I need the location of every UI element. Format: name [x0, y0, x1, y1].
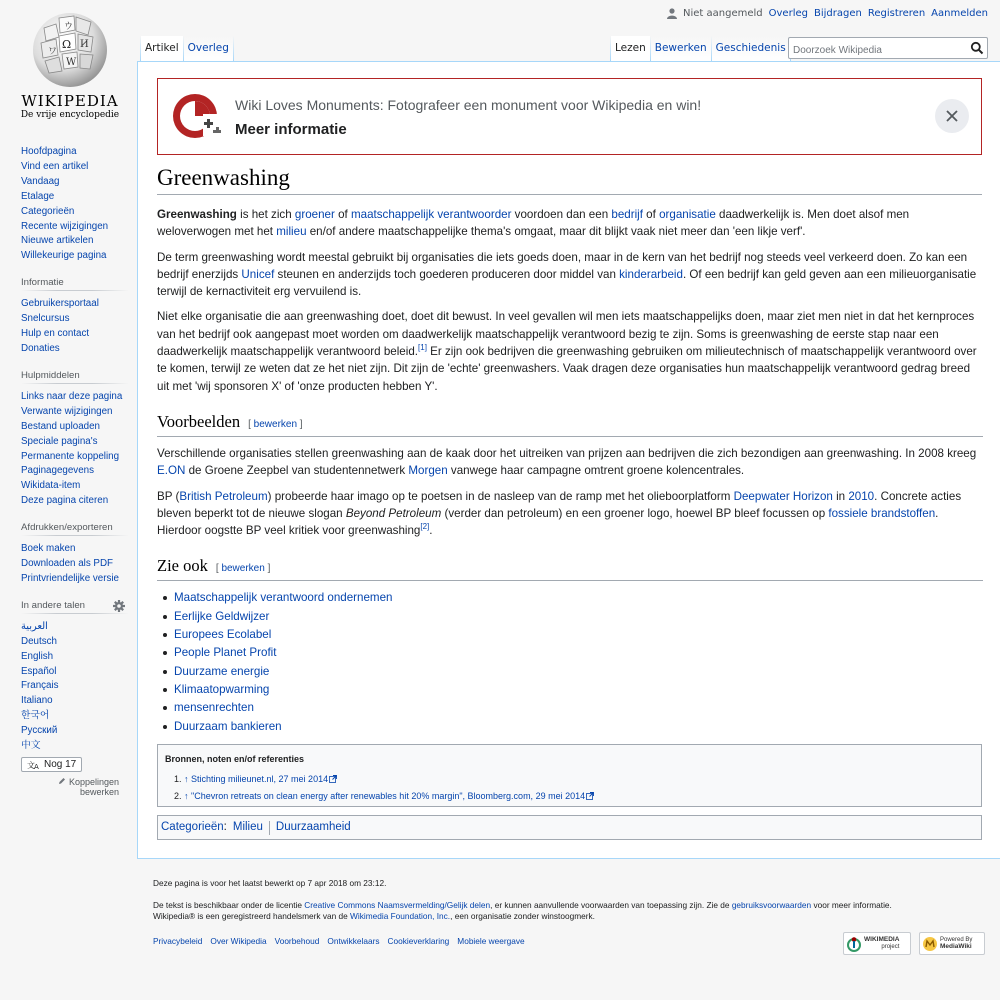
- see-also-link[interactable]: Maatschappelijk verantwoord ondernemen: [174, 591, 393, 605]
- intro-paragraph: Greenwashing is het zich groener of maatschappelijk verantwoorder voordoen dan een bedrijf of organisatie daadwerkelijk is. Men doet alsof men weloverwogen met het milieu en/of andere maatschappelijke thema's omgaat, maar dit blijkt vaak niet meer dan 'een likje verf'.: [157, 208, 910, 239]
- edit-section-link[interactable]: bewerken: [253, 418, 298, 430]
- see-also-link[interactable]: Klimaatopwarming: [174, 682, 270, 696]
- language-link-de[interactable]: Deutsch: [21, 635, 57, 647]
- sidebar-item-hoofdpagina[interactable]: Hoofdpagina: [21, 146, 77, 157]
- sidebar-item-permanente-koppeling[interactable]: Permanente koppeling: [21, 450, 120, 462]
- sidebar-item-wikidata-item[interactable]: Wikidata-item: [21, 480, 81, 492]
- svg-text:ウ: ウ: [64, 22, 74, 32]
- language-link-ru[interactable]: Русский: [21, 725, 58, 737]
- create-account-link[interactable]: Registreren: [867, 8, 926, 19]
- see-also-link[interactable]: Duurzaam bankieren: [174, 719, 282, 733]
- paragraph: Niet elke organisatie die aan greenwashing doet, doet dit bewust. In veel gevallen wil men iets maatschappelijks doen, maar ziet men niet in dat het kernproces van het bedrijf ook aangepast moet worden om daadwerkelijk maatschappelijk verantwoord bezig te zijn. Soms is greenwashing de eerste stap naar een daadwerkelijk maatschappelijk verantwoord beleid.[1] Er zijn ook bedrijven die greenwashing gebruiken om milieutechnisch of maatschappelijk verantwoord over te komen, terwijl ze weten dat ze het niet zijn. Dit zijn de 'echte' greenwashers. Vaak dragen deze organisaties hun maatschappelijk verantwoord gedrag breed uit met 'wij sponsoren X' of 'onze producten hebben Y'.: [157, 310, 977, 393]
- link-maatschappelijk-verantwoorder[interactable]: maatschappelijk verantwoorder: [350, 208, 512, 221]
- list-item: [174, 663, 983, 681]
- personal-tools: [667, 8, 988, 19]
- category-links: Categorieën : Milieu Duurzaamheid: [157, 815, 982, 840]
- banner-close-button[interactable]: [935, 99, 969, 133]
- sidebar-item-bestand-uploaden[interactable]: Bestand uploaden: [21, 420, 100, 432]
- more-languages-label: Nog 17: [44, 759, 77, 770]
- see-also-link[interactable]: Europees Ecolabel: [174, 628, 272, 642]
- see-also-list: [157, 589, 983, 735]
- more-languages-button[interactable]: [21, 757, 82, 772]
- wikipedia-logo[interactable]: [20, 10, 120, 122]
- list-item: [174, 608, 983, 626]
- personal-talk-link[interactable]: Overleg: [768, 8, 808, 19]
- language-link-ko[interactable]: 한국어: [21, 710, 50, 722]
- sidebar-item-pagina-citeren[interactable]: Deze pagina citeren: [21, 495, 109, 507]
- svg-text:ワ: ワ: [48, 47, 58, 57]
- language-link-es[interactable]: Español: [21, 665, 57, 677]
- logo-tagline: De vrije encyclopedie: [20, 110, 120, 120]
- search-box: [788, 37, 988, 59]
- sidebar-item-nieuwe-artikelen[interactable]: Nieuwe artikelen: [21, 235, 94, 247]
- reference-link[interactable]: [1]: [418, 343, 427, 353]
- wiki-loves-monuments-icon: [171, 92, 223, 140]
- sidebar-info: [21, 277, 129, 357]
- content-area: [137, 61, 1000, 859]
- sidebar-item-printversie[interactable]: Printvriendelijke versie: [21, 572, 120, 584]
- sidebar-item-etalage[interactable]: Etalage: [21, 190, 55, 202]
- list-item: [174, 681, 983, 699]
- references-box: [157, 744, 982, 807]
- sidebar-item-willekeurige-pagina[interactable]: Willekeurige pagina: [21, 250, 107, 262]
- tab-article[interactable]: Artikel: [141, 36, 183, 61]
- sidebar-item-vandaag[interactable]: Vandaag: [21, 175, 60, 187]
- footer-link-disclaimer[interactable]: Voorbehoud: [274, 936, 320, 946]
- translate-icon: [27, 760, 40, 770]
- edit-section-link[interactable]: bewerken: [221, 563, 265, 575]
- footer: [153, 878, 988, 950]
- link-british-petroleum[interactable]: British Petroleum: [179, 489, 268, 503]
- svg-text:И: И: [80, 39, 89, 50]
- user-icon: [667, 8, 677, 19]
- link-milieu[interactable]: milieu: [276, 225, 307, 239]
- list-item: [174, 589, 983, 607]
- link-unicef[interactable]: Unicef: [241, 267, 275, 281]
- logo-wordmark: WIKIPEDIA: [21, 92, 119, 110]
- footer-trademark: Wikipedia® is een geregistreerd handelsmerk van de Wikimedia Foundation, Inc., een organisatie zonder winstoogmerk.: [153, 911, 595, 921]
- paragraph: De term greenwashing wordt meestal gebruikt bij organisaties die iets goeds doen, maar in de kern van het bedrijf nog steeds veel verkeerd doen. Zo kan een bedrijf enerzijds Unicef steunen en anderzijds toch goederen produceren door middel van kinderarbeid. Of een bedrijf kan geld geven aan een milieuorganisatie terwijl de kernactiviteit erg vervuilend is.: [157, 250, 977, 299]
- footer-link-developers[interactable]: Ontwikkelaars: [327, 936, 380, 946]
- sidebar-print: [21, 522, 129, 587]
- tab-talk[interactable]: Overleg: [184, 36, 233, 61]
- see-also-link[interactable]: Duurzame energie: [174, 664, 270, 678]
- tab-read[interactable]: Lezen: [611, 36, 650, 61]
- sidebar-item-categorieen[interactable]: Categorieën: [21, 205, 75, 217]
- link-eon[interactable]: E.ON: [157, 464, 186, 478]
- not-logged-in-label: Niet aangemeld: [683, 8, 763, 19]
- sidebar-item-hulp-en-contact[interactable]: Hulp en contact: [21, 328, 90, 340]
- category-link-milieu[interactable]: Milieu: [232, 821, 263, 833]
- categories-link[interactable]: Categorieën: [161, 821, 224, 833]
- footer-license: De tekst is beschikbaar onder de licentie Creative Commons Naamsvermelding/Gelijk delen, er kunnen aanvullende voorwaarden van toepassing zijn. Zie de gebruiksvoorwaarden voor meer informatie.: [153, 899, 892, 910]
- wikimedia-project-badge[interactable]: WIKIMEDIA project: [843, 932, 911, 955]
- pencil-icon: [58, 777, 66, 785]
- see-also-link[interactable]: People Planet Profit: [174, 646, 277, 660]
- list-item: [184, 788, 594, 805]
- footer-icons: [843, 932, 985, 955]
- sidebar-item-vind-een-artikel[interactable]: Vind een artikel: [21, 160, 89, 172]
- link-organisatie[interactable]: organisatie: [659, 208, 716, 221]
- language-link-fr[interactable]: Français: [21, 680, 59, 692]
- language-link-ar[interactable]: العربية: [21, 620, 48, 632]
- terms-of-use-link[interactable]: gebruiksvoorwaarden: [731, 899, 812, 910]
- close-icon: [946, 110, 958, 122]
- reference-item-link[interactable]: ↑ "Chevron retreats on clean energy after renewables hit 20% margin", Bloomberg.com, 29 mei 2014: [184, 791, 586, 801]
- namespace-tabs: [140, 36, 234, 61]
- link-morgen[interactable]: Morgen: [408, 464, 448, 478]
- references-title: Bronnen, noten en/of referenties: [165, 754, 305, 764]
- references-list: [165, 771, 594, 805]
- tab-history[interactable]: Geschiedenis: [712, 36, 790, 61]
- link-fossiele-brandstoffen[interactable]: fossiele brandstoffen: [828, 506, 936, 520]
- sidebar-languages: [21, 600, 129, 797]
- language-link-en[interactable]: English: [21, 650, 54, 662]
- sidebar-item-paginagegevens[interactable]: Paginagegevens: [21, 465, 94, 477]
- wikimedia-foundation-link[interactable]: Wikimedia Foundation, Inc.: [350, 911, 451, 921]
- sidebar-item-downloaden-pdf[interactable]: Downloaden als PDF: [21, 558, 114, 570]
- view-tabs: [610, 36, 791, 61]
- footer-lastmod: Deze pagina is voor het laatst bewerkt op 7 apr 2018 om 23:12.: [153, 878, 387, 888]
- see-also-link[interactable]: mensenrechten: [174, 701, 254, 715]
- mediawiki-icon: [922, 936, 938, 952]
- sidebar-item-gebruikersportaal[interactable]: Gebruikersportaal: [21, 298, 99, 310]
- sidebar-item-links-hier[interactable]: Links naar deze pagina: [21, 390, 123, 402]
- wikimedia-icon: [846, 936, 862, 952]
- svg-text:Ω: Ω: [62, 38, 72, 51]
- banner-more-info-link[interactable]: Meer informatie: [235, 121, 347, 138]
- sidebar-item-boek-maken[interactable]: Boek maken: [21, 543, 76, 555]
- sidebar-item-recente-wijzigingen[interactable]: Recente wijzigingen: [21, 220, 109, 232]
- sidebar-heading: Afdrukken/exporteren: [21, 522, 129, 533]
- list-item: [184, 771, 594, 788]
- language-link-it[interactable]: Italiano: [21, 695, 53, 707]
- external-link-icon: [586, 792, 594, 800]
- article-body: [157, 206, 983, 736]
- link-groener[interactable]: groener: [294, 208, 335, 221]
- paragraph: BP (British Petroleum) probeerde haar imago op te poetsen in de nasleep van de ramp met het olieboorplatform Deepwater Horizon in 2010. Concrete acties bleven beperkt tot de nieuwe slogan Beyond Petroleum (verder dan petroleum) en een groener logo, hoewel BP bleef focussen op fossiele brandstoffen. Hierdoor oogstte BP veel kritiek voor greenwashing[2].: [157, 489, 962, 538]
- sidebar-tools: [21, 370, 129, 509]
- list-item: [174, 718, 983, 736]
- footer-link-mobile-view[interactable]: Mobiele weergave: [457, 936, 525, 946]
- sidebar-navigation: [21, 145, 129, 264]
- svg-text:A: A: [34, 762, 39, 770]
- sidebar-item-donaties[interactable]: Donaties: [21, 342, 60, 354]
- section-heading-zie-ook: Zie ook [ bewerken ]: [157, 555, 983, 581]
- gear-icon[interactable]: [113, 600, 125, 612]
- license-link[interactable]: Creative Commons Naamsvermelding/Gelijk delen: [304, 899, 491, 910]
- banner-message: Wiki Loves Monuments: Fotografeer een monument voor Wikipedia en win!: [235, 97, 702, 113]
- paragraph: Verschillende organisaties stellen greenwashing aan de kaak door het uitreiken van prijzen aan bedrijven die zich bezondigen aan greenwashing. In 2008 kreeg E.ON de Groene Zeepbel van studentennetwerk Morgen vanwege haar campagne omtrent groene kolencentrales.: [157, 446, 977, 478]
- tab-edit[interactable]: Bewerken: [651, 36, 711, 61]
- sidebar-item-speciale-paginas[interactable]: Speciale pagina's: [21, 435, 98, 447]
- list-item: [174, 626, 983, 644]
- link-deepwater-horizon[interactable]: Deepwater Horizon: [733, 489, 833, 503]
- personal-contributions-link[interactable]: Bijdragen: [813, 8, 862, 19]
- footer-link-cookies[interactable]: Cookieverklaring: [387, 936, 450, 946]
- footer-link-about[interactable]: Over Wikipedia: [210, 936, 267, 946]
- sidebar-item-snelcursus[interactable]: Snelcursus: [21, 313, 70, 325]
- link-bedrijf[interactable]: bedrijf: [611, 208, 643, 221]
- page-title: Greenwashing: [157, 164, 982, 195]
- svg-text:W: W: [66, 57, 77, 68]
- reference-item-link[interactable]: ↑ Stichting milieunet.nl, 27 mei 2014: [184, 774, 329, 784]
- link-2010[interactable]: 2010: [848, 489, 875, 503]
- sidebar-item-verwante-wijzigingen[interactable]: Verwante wijzigingen: [21, 405, 113, 417]
- svg-text:文: 文: [27, 760, 35, 770]
- sidebar-heading: Hulpmiddelen: [21, 370, 129, 381]
- sidebar: [21, 145, 129, 810]
- reference-link[interactable]: [2]: [420, 522, 430, 532]
- campaign-banner: [157, 78, 982, 155]
- sidebar-heading: Informatie: [21, 277, 129, 288]
- list-item: [174, 644, 983, 662]
- search-icon[interactable]: [970, 41, 984, 55]
- wikipedia-globe-icon: [29, 10, 111, 90]
- see-also-link[interactable]: Eerlijke Geldwijzer: [174, 609, 270, 623]
- footer-places: [153, 936, 525, 946]
- powered-by-mediawiki-badge[interactable]: Powered By MediaWiki: [919, 932, 985, 955]
- footer-link-privacy[interactable]: Privacybeleid: [153, 936, 203, 946]
- login-link[interactable]: Aanmelden: [931, 8, 988, 19]
- category-link-duurzaamheid[interactable]: Duurzaamheid: [275, 821, 351, 833]
- edit-interlanguage-links[interactable]: Koppelingen bewerken: [21, 777, 129, 797]
- external-link-icon: [329, 775, 337, 783]
- list-item: [174, 699, 983, 717]
- link-kinderarbeid[interactable]: kinderarbeid: [619, 267, 683, 281]
- language-link-zh[interactable]: 中文: [21, 740, 41, 752]
- section-heading-voorbeelden: Voorbeelden [ bewerken ]: [157, 411, 983, 437]
- search-input[interactable]: [789, 41, 964, 61]
- sidebar-heading: In andere talen: [21, 600, 129, 611]
